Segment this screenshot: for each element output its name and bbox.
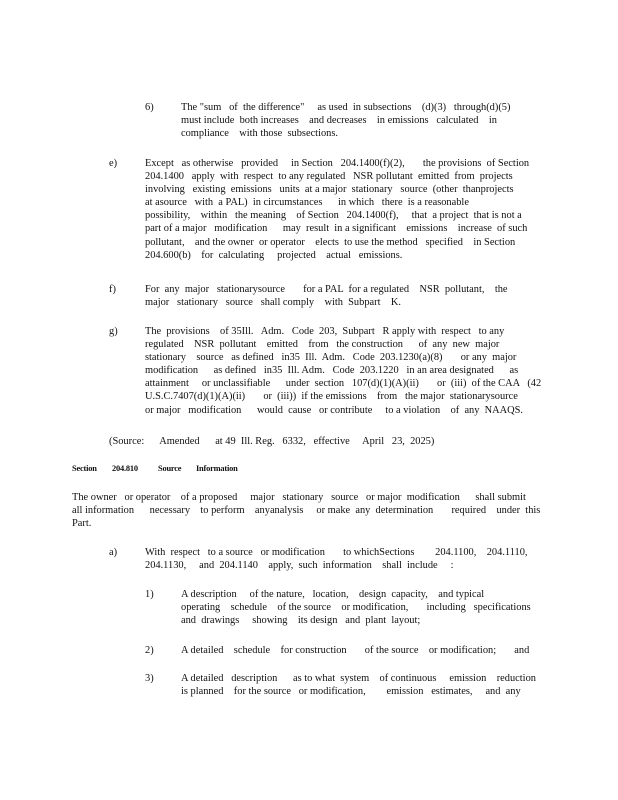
item-a-text: [145, 546, 535, 572]
item-f-marker: f): [109, 284, 116, 295]
text-line: attainment or unclassifiable under section 107(d)(1)(A)(ii) or (iii) of the CAA (42: [145, 378, 542, 390]
sub-1-text: [181, 588, 531, 627]
text-line: For any major stationarysource for a PAL for a regulated NSR pollutant, the: [145, 284, 508, 295]
text-line: A detailed schedule for construction of the source or modification; and: [181, 645, 530, 656]
text-line: 204.1130, and 204.1140 apply, such information shall include :: [145, 560, 454, 572]
text-line: stationary source as defined in35 Ill. Adm. Code 203.1230(a)(8) or any major: [145, 352, 517, 364]
text-line: all information necessary to perform anyanalysis or make any determination required under this: [72, 505, 541, 517]
item-a-marker: a): [109, 547, 118, 558]
item-g-marker: g): [109, 326, 118, 337]
item-g-text: [145, 325, 545, 417]
sub-1-marker: 1): [145, 589, 154, 600]
section-title-word: Information: [196, 464, 238, 473]
text-line: 204.1400 apply with respect to any regulated NSR pollutant emitted from projects: [145, 171, 513, 183]
text-line: The owner or operator of a proposed major stationary source or major modification shall submit: [72, 492, 526, 503]
text-line: operating schedule of the source or modification, including specifications: [181, 602, 531, 614]
text-line: U.S.C.7407(d)(1)(A)(ii) or (iii)) if the emissions from the major stationarysource: [145, 391, 518, 403]
section-label: Section: [72, 464, 97, 473]
item-6-text: [181, 101, 511, 140]
text-line: A description of the nature, location, design capacity, and typical: [181, 589, 485, 600]
text-line: part of a major modification may result in a significant emissions increase of such: [145, 223, 528, 235]
source-note-text: (Source: Amended at 49 Ill. Reg. 6332, effective April 23, 2025): [109, 436, 435, 447]
section-number: 204.810: [112, 464, 138, 473]
text-line: major stationary source shall comply with Subpart K.: [145, 297, 401, 309]
text-line: and drawings showing its design and plant layout;: [181, 615, 421, 627]
source-note: [109, 435, 434, 448]
item-6-marker: 6): [145, 102, 154, 113]
text-line: is planned for the source or modification, emission estimates, and any: [181, 686, 521, 698]
text-line: must include both increases and decreases in emissions calculated in: [181, 115, 497, 127]
intro-paragraph: [72, 491, 542, 530]
text-line: or major modification would cause or contribute to a violation of any NAAQS.: [145, 404, 524, 416]
text-line: compliance with those subsections.: [181, 128, 338, 140]
text-line: The provisions of 35Ill. Adm. Code 203, Subpart R apply with respect to any: [145, 326, 505, 337]
sub-3-marker: 3): [145, 673, 154, 684]
text-line: pollutant, and the owner or operator elects to use the method specified in Section: [145, 236, 516, 248]
sub-2-marker: 2): [145, 645, 154, 656]
text-line: Part.: [72, 518, 92, 530]
sub-2-text: [181, 644, 531, 657]
text-line: The "sum of the difference" as used in subsections (d)(3) through(d)(5): [181, 102, 511, 113]
item-e-text: [145, 157, 540, 262]
section-heading: [72, 464, 238, 473]
text-line: Except as otherwise provided in Section 204.1400(f)(2), the provisions of Section: [145, 158, 530, 169]
text-line: at asource with a PAL) in circumstances in which there is a reasonable: [145, 197, 469, 209]
text-line: 204.600(b) for calculating projected actual emissions.: [145, 249, 403, 261]
text-line: regulated NSR pollutant emitted from the construction of any new major: [145, 339, 500, 351]
text-line: involving existing emissions units at a major stationary source (other thanprojects: [145, 184, 514, 196]
text-line: With respect to a source or modification to whichSections 204.1100, 204.1110,: [145, 547, 528, 558]
section-title-word: Source: [158, 464, 182, 473]
item-f-text: [145, 283, 520, 309]
item-e-marker: e): [109, 158, 118, 169]
text-line: possibility, within the meaning of Section 204.1400(f), that a project that is not a: [145, 210, 522, 222]
text-line: A detailed description as to what system of continuous emission reduction: [181, 673, 536, 684]
text-line: modification as defined in35 Ill. Adm. Code 203.1220 in an area designated as: [145, 365, 519, 377]
sub-3-text: [181, 672, 536, 698]
